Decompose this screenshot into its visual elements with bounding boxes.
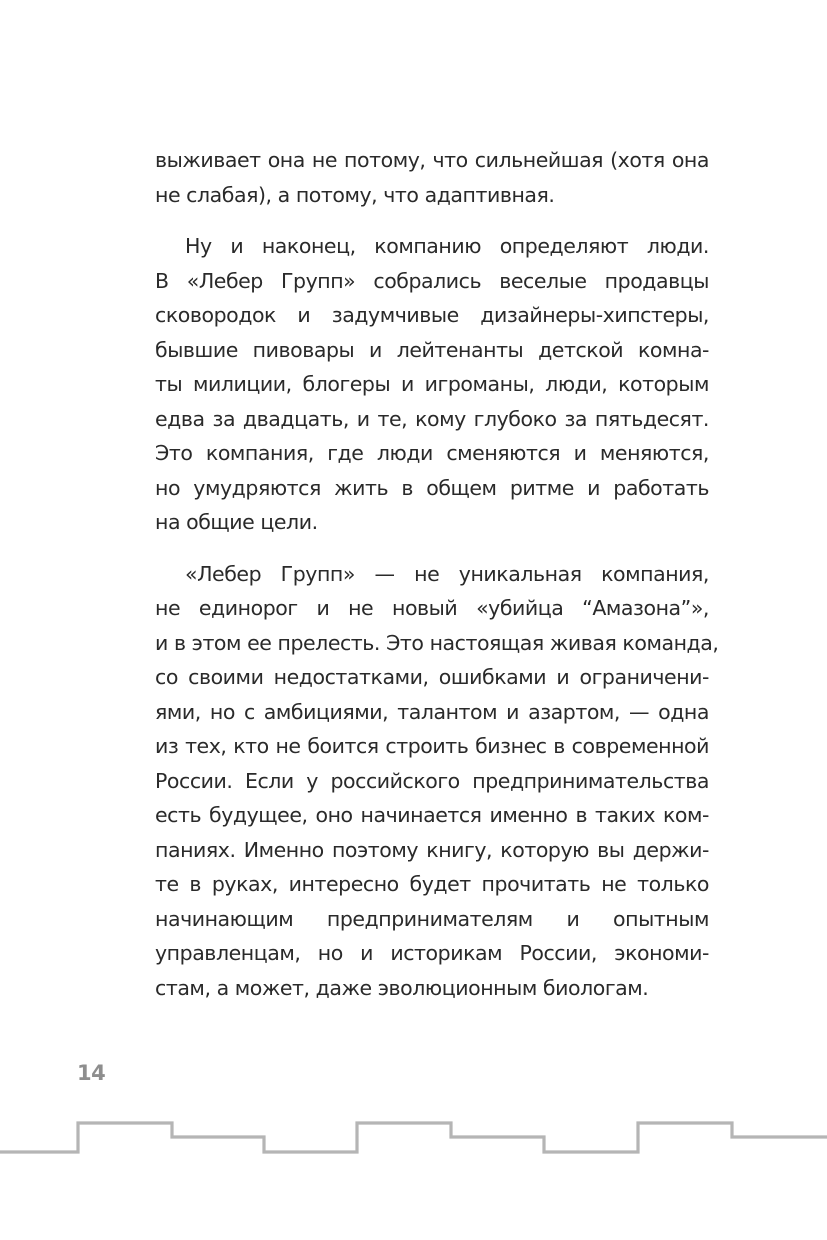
paragraph-3 bbox=[155, 557, 719, 1006]
text-line: управленцам, но и историкам России, экономи- bbox=[155, 941, 709, 965]
text-line: начинающим предпринимателям и опытным bbox=[155, 906, 709, 931]
text-line: ты милиции, блогеры и игроманы, люди, которым bbox=[155, 372, 709, 396]
text-line: и в этом ее прелесть. Это настоящая живая команда, bbox=[155, 630, 719, 655]
text-line: не слабая), а потому, что адаптивная. bbox=[155, 182, 555, 207]
text-line: но умудряются жить в общем ритме и работать bbox=[155, 475, 709, 500]
text-line: ями, но с амбициями, талантом и азартом, — одна bbox=[155, 699, 709, 724]
page-number: 14 bbox=[77, 1061, 106, 1085]
text-line: бывшие пивовары и лейтенанты детской комна- bbox=[155, 337, 709, 362]
text-line: есть будущее, оно начинается именно в таких ком- bbox=[155, 803, 709, 827]
text-line: на общие цели. bbox=[155, 510, 318, 534]
text-line: из тех, кто не боится строить бизнес в современной bbox=[155, 734, 709, 758]
text-line: России. Если у российского предпринимательства bbox=[155, 768, 709, 793]
text-line: стам, а может, даже эволюционным биологам. bbox=[155, 975, 649, 1000]
text-line: со своими недостатками, ошибками и ограничени- bbox=[155, 665, 709, 689]
text-line: выживает она не потому, что сильнейшая (хотя она bbox=[155, 148, 709, 172]
footer-ornament bbox=[0, 1110, 827, 1170]
text-line: едва за двадцать, и те, кому глубоко за пятьдесят. bbox=[155, 406, 709, 431]
paragraph-1 bbox=[155, 143, 709, 212]
text-line: «Лебер Групп» — не уникальная компания, bbox=[185, 561, 709, 586]
text-line: Ну и наконец, компанию определяют люди. bbox=[185, 234, 709, 258]
text-line: паниях. Именно поэтому книгу, которую вы держи- bbox=[155, 837, 709, 862]
stepped-line-decoration bbox=[0, 1123, 827, 1152]
text-line: не единорог и не новый «убийца “Амазона”», bbox=[155, 596, 709, 620]
text-line: сковородок и задумчивые дизайнеры-хипстеры, bbox=[155, 303, 709, 327]
text-line: В «Лебер Групп» собрались веселые продавцы bbox=[155, 268, 709, 293]
text-line: те в руках, интересно будет прочитать не только bbox=[155, 872, 709, 896]
text-line: Это компания, где люди сменяются и меняются, bbox=[155, 441, 709, 465]
paragraph-2 bbox=[155, 229, 709, 540]
body-text bbox=[155, 143, 719, 1005]
